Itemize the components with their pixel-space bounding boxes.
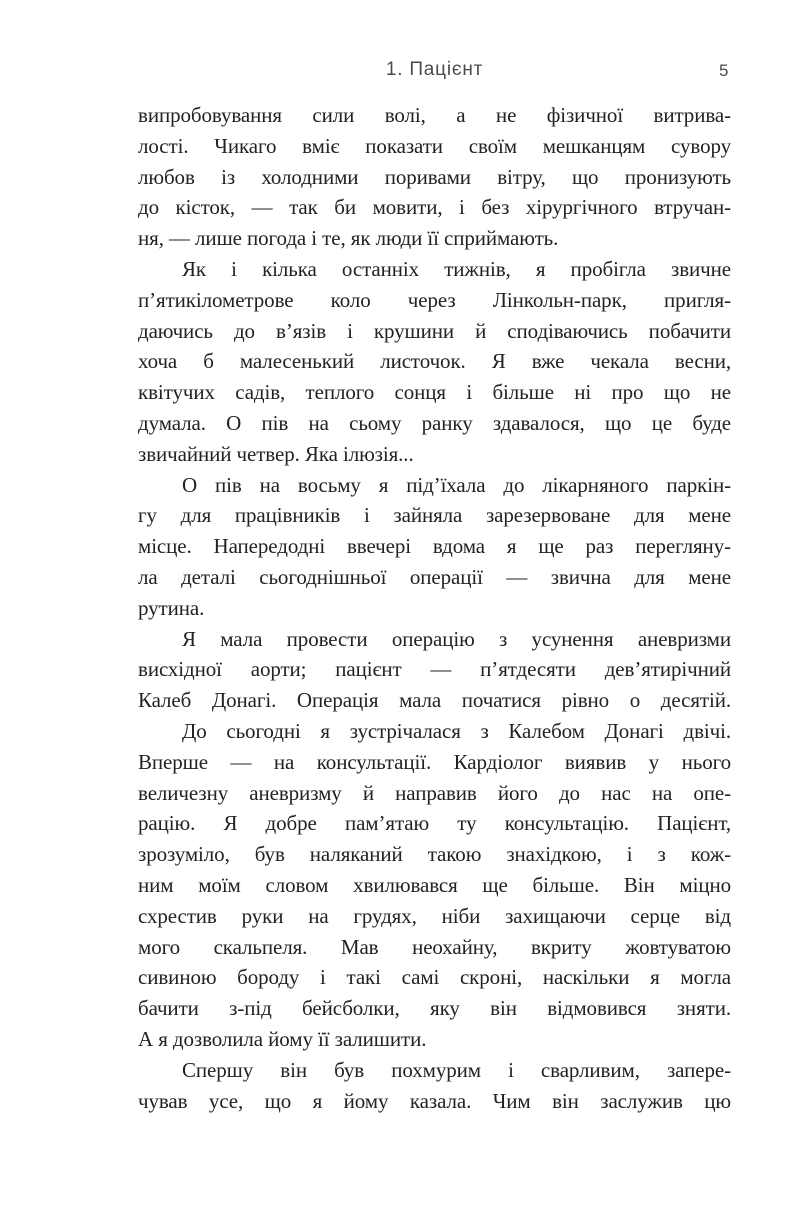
paragraph — [138, 1055, 731, 1117]
text-line: квітучих садів, теплого сонця і більше ні про що не — [138, 380, 731, 405]
text-line: любов із холодними поривами вітру, що пронизують — [138, 164, 731, 189]
paragraph — [138, 716, 731, 1055]
text-line: величезну аневризму й направив його до нас на опе- — [138, 780, 731, 805]
text-line: сивиною бороду і такі самі скроні, наскільки я могла — [138, 965, 731, 990]
text-line: хоча б малесенький листочок. Я вже чекала весни, — [138, 349, 731, 374]
paragraph — [138, 624, 731, 716]
running-header — [138, 59, 731, 85]
text-line: зрозуміло, був наляканий такою знахідкою, і з кож- — [138, 842, 731, 867]
paragraph — [138, 100, 731, 254]
text-line: рутина. — [138, 595, 205, 620]
text-line: А я дозволила йому її залишити. — [138, 1026, 427, 1051]
text-line: даючись до в’язів і крушини й сподіваючись побачити — [138, 318, 731, 343]
text-line: мого скальпеля. Мав неохайну, вкриту жовтуватою — [138, 934, 731, 959]
text-line: Калеб Донагі. Операція мала початися рівно о десятій. — [138, 688, 731, 713]
text-line: Як і кілька останніх тижнів, я пробігла звичне — [182, 256, 731, 281]
text-line: Спершу він був похмурим і сварливим, запере- — [182, 1057, 731, 1082]
text-line: висхідної аорти; пацієнт — п’ятдесяти дев’ятирічний — [138, 657, 731, 682]
paragraph — [138, 254, 731, 470]
text-line: гу для працівників і зайняла зарезервоване для мене — [138, 503, 731, 528]
text-line: ня, — лише погода і те, як люди її сприймають. — [138, 226, 559, 251]
text-line: лості. Чикаго вміє показати своїм мешканцям сувору — [138, 133, 731, 158]
text-line: ла деталі сьогоднішньої операції — звична для мене — [138, 564, 731, 589]
text-line: О пів на восьму я під’їхала до лікарняного паркін- — [182, 472, 731, 497]
text-line: випробовування сили волі, а не фізичної витрива- — [138, 103, 731, 127]
text-line: п’ятикілометрове коло через Лінкольн-парк, пригля- — [138, 287, 731, 312]
text-line: бачити з-під бейсболки, яку він відмовився зняти. — [138, 996, 731, 1021]
page-number: 5 — [719, 61, 729, 80]
text-line: думала. О пів на сьому ранку здавалося, що це буде — [138, 410, 731, 435]
paragraph — [138, 470, 731, 624]
text-line: Я мала провести операцію з усунення аневризми — [182, 626, 731, 651]
text-line: ним моїм словом хвилювався ще більше. Він міцно — [138, 872, 731, 897]
chapter-title: 1. Пацієнт — [385, 59, 484, 80]
text-line: схрестив руки на грудях, ніби захищаючи серце від — [138, 903, 731, 928]
text-line: До сьогодні я зустрічалася з Калебом Донагі двічі. — [182, 718, 731, 743]
page-body — [138, 100, 731, 1116]
text-line: місце. Напередодні ввечері вдома я ще раз перегляну- — [138, 534, 731, 559]
text-line: Вперше — на консультації. Кардіолог виявив у нього — [138, 749, 731, 774]
text-line: рацію. Я добре пам’ятаю ту консультацію. Пацієнт, — [138, 811, 731, 836]
text-line: до кісток, — так би мовити, і без хірургічного втручан- — [138, 195, 731, 220]
text-line: звичайний четвер. Яка ілюзія... — [138, 441, 414, 466]
text-line: чував усе, що я йому казала. Чим він заслужив цю — [138, 1088, 731, 1113]
